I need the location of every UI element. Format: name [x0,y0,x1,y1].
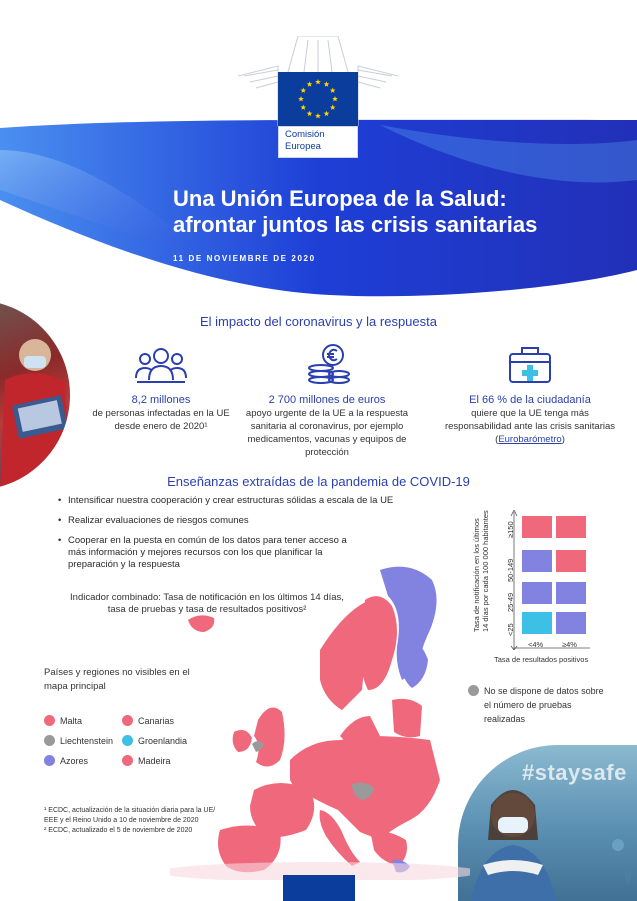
people-icon [135,344,187,384]
eu-star-icon [332,96,338,101]
region-label: Canarias [138,716,175,726]
map-region-uk [254,708,285,767]
stat-citizens [440,344,620,446]
eu-star-icon [324,111,330,116]
list-item: • Cooperar en la puesta en común de los datos para tener acceso a más información y mejores recursos con los que planificar la preparación y la respuesta [58,535,358,571]
stat-infected [86,344,236,433]
legend-x-axis-label: Tasa de resultados positivos [494,655,589,664]
list-item: • Realizar evaluaciones de riesgos comunes [58,515,458,527]
eu-star-icon [307,81,313,86]
region-label: Malta [60,716,83,726]
stat-citizens-text [440,407,620,446]
stat-citizens-text-start: quiere que la UE tenga más responsabilidad ante las crisis sanitarias ( [444,408,616,445]
commission-logo [278,126,358,158]
region-item-canarias [122,715,174,726]
indicator-legend [466,500,616,670]
eu-star-icon [307,111,313,116]
header-banner [0,0,637,300]
staysafe-text: #staysafe [522,760,627,785]
eu-star-icon [298,96,304,101]
region-item-malta [44,715,82,726]
page-title [173,186,537,238]
region-dot [44,715,55,726]
region-label: Madeira [138,756,171,766]
footnote-1-line2: EEE y el Reino Unido a 10 de noviembre de 2020 [44,817,199,824]
region-dot [44,735,55,746]
stat-citizens-value: El 66 % de la ciudadanía [469,394,591,406]
coins-euro-icon [301,344,353,384]
map-region-finland [400,639,428,688]
eu-stars-icon [278,72,358,126]
region-item-azores [44,755,88,766]
no-data-note [468,684,608,726]
map-region-iceland [188,615,214,632]
legend-x-tick: ≥4% [562,640,577,649]
stat-funding-text: apoyo urgente de la UE a la respuesta sanitaria al coronavirus, por ejemplo medicamentos, vacunas y equipos de protección [245,408,409,458]
stat-infected-value: 8,2 millones [131,394,191,406]
region-dot [122,715,133,726]
eurobarometro-link[interactable]: Eurobarómetro [498,434,562,445]
legend-y-tick: <25 [506,623,515,636]
region-item-liechtenstein [44,735,113,746]
lessons-section-title: Enseñanzas extraídas de la pandemia de COVID-19 [167,474,470,489]
region-dot [122,755,133,766]
footnotes [44,806,254,836]
legend-y-axis-label [472,510,490,632]
legend-x-tick: <4% [528,640,544,649]
medical-kit-icon [504,344,556,384]
region-label: Groenlandia [138,736,188,746]
stat-funding-value: 2 700 millones de euros [268,394,386,406]
no-data-dot [468,685,479,696]
footnote-1-line1: ¹ ECDC, actualización de la situación diaria para la UE/ [44,807,216,814]
title-line1: Una Unión Europea de la Salud: [173,186,507,211]
indicator-caption: Indicador combinado: Tasa de notificación en los últimos 14 días, tasa de pruebas y tasa de resultados positivos² [70,592,344,615]
impact-section-title: El impacto del coronavirus y la respuesta [199,314,437,329]
stat-funding [232,344,422,459]
legend-y-tick: 25-49 [506,592,515,612]
publication-date: 11 DE NOVIEMBRE DE 2020 [173,254,316,263]
logo-line1: Comisión [285,129,325,140]
eu-star-icon [315,79,321,84]
region-dot [44,755,55,766]
footnote-2: ² ECDC, actualizado el 5 de noviembre de 2020 [44,827,193,834]
stat-infected-text: de personas infectadas en la UE desde enero de 2020¹ [92,408,230,432]
eu-star-icon [324,81,330,86]
eu-flag [278,72,358,126]
map-region-norway-south [320,600,370,710]
legend-y-tick: ≥150 [506,521,515,538]
region-dot [122,735,133,746]
region-item-madeira [122,755,171,766]
eu-star-icon [330,105,336,110]
eu-star-icon [300,88,306,93]
legend-y-axis-label-line2: 14 días por cada 100 000 habitantes [481,510,490,632]
eu-star-icon [300,105,306,110]
eu-star-icon [315,113,321,118]
region-label: Liechtenstein [60,736,114,746]
logo-line2: Europea [285,141,321,152]
regions-title: Países y regiones no visibles en el mapa principal [44,667,190,692]
legend-y-axis-label-line1: Tasa de notificación en los últimos [472,518,481,632]
bottom-brand-bar [283,875,355,901]
region-label: Azores [60,756,89,766]
list-item: • Intensificar nuestra cooperación y crear estructuras sólidas a escala de la UE [58,495,458,507]
legend-y-tick: 50-149 [506,558,515,582]
no-data-text: No se dispone de datos sobre el número de pruebas realizadas [484,686,604,724]
region-item-groenlandia [122,735,187,746]
map-region-baltics [392,699,422,737]
legend-axes [510,510,590,650]
title-line2: afrontar juntos las crisis sanitarias [173,212,538,237]
stat-citizens-text-end: ) [561,434,565,445]
eu-star-icon [330,88,336,93]
map-region-ireland [233,730,252,752]
